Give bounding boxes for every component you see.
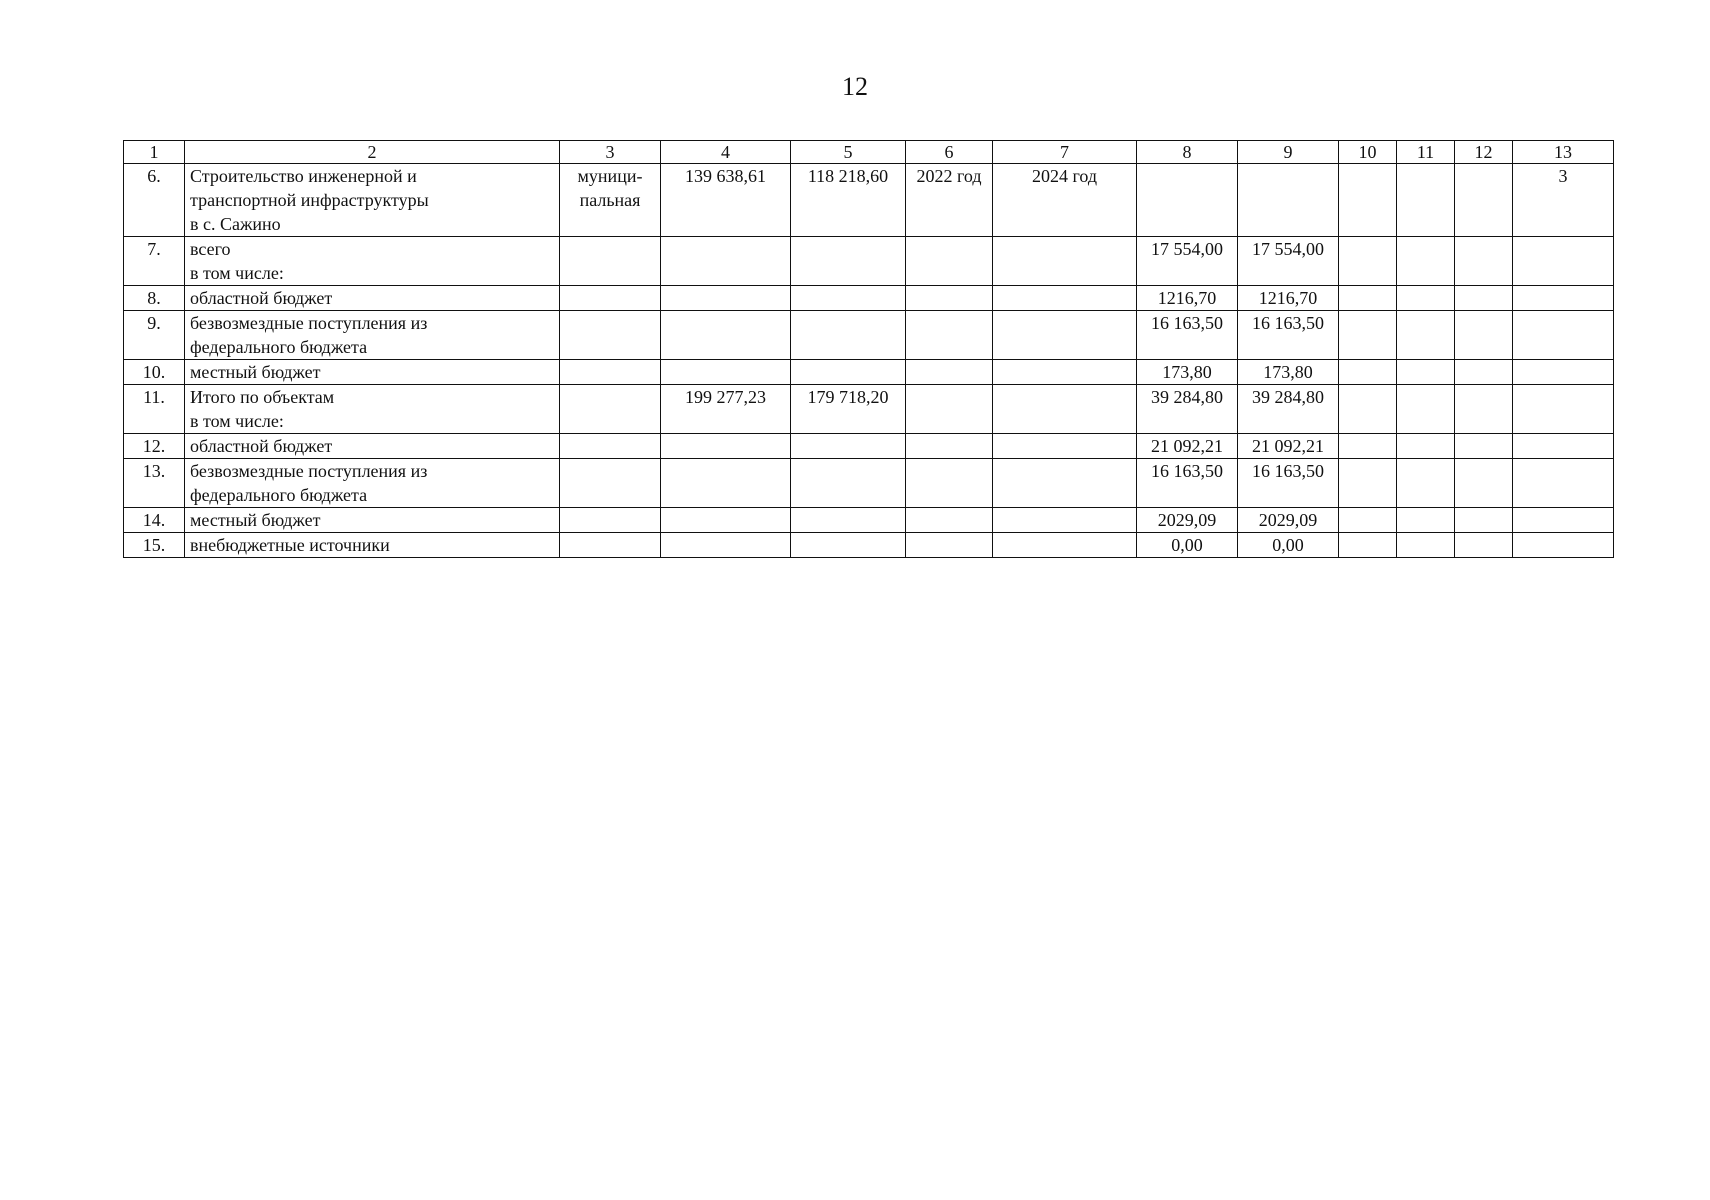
table-row	[124, 164, 1614, 237]
table-cell	[661, 286, 791, 311]
table-cell	[1513, 533, 1614, 558]
table-cell: 3	[1513, 164, 1614, 237]
table-cell	[560, 385, 661, 434]
table-cell	[661, 459, 791, 508]
table-cell: 16 163,50	[1238, 459, 1339, 508]
table-cell	[1455, 508, 1513, 533]
column-header-11: 11	[1397, 141, 1455, 164]
table-cell	[1339, 434, 1397, 459]
row-number-cell: 12.	[124, 434, 185, 459]
table-row	[124, 360, 1614, 385]
table-cell	[906, 237, 993, 286]
table-cell	[1339, 311, 1397, 360]
table-row	[124, 385, 1614, 434]
table-cell: 0,00	[1238, 533, 1339, 558]
row-number-cell: 7.	[124, 237, 185, 286]
table-row	[124, 311, 1614, 360]
row-number-cell: 11.	[124, 385, 185, 434]
table-cell	[560, 360, 661, 385]
column-header-7: 7	[993, 141, 1137, 164]
table-cell	[993, 508, 1137, 533]
column-header-8: 8	[1137, 141, 1238, 164]
row-label-cell: внебюджетные источники	[185, 533, 560, 558]
row-number-cell: 14.	[124, 508, 185, 533]
table-cell	[1397, 434, 1455, 459]
table-cell: 139 638,61	[661, 164, 791, 237]
table-cell	[1513, 237, 1614, 286]
table-cell	[1397, 237, 1455, 286]
table-cell	[993, 434, 1137, 459]
column-header-3: 3	[560, 141, 661, 164]
table-cell	[1513, 508, 1614, 533]
table-cell	[791, 237, 906, 286]
table-cell	[1339, 237, 1397, 286]
table-cell	[1513, 459, 1614, 508]
table-cell: 16 163,50	[1137, 311, 1238, 360]
table-cell: 2022 год	[906, 164, 993, 237]
table-cell: 199 277,23	[661, 385, 791, 434]
row-label-cell: безвозмездные поступления из федерального бюджета	[185, 459, 560, 508]
table-cell	[791, 360, 906, 385]
table-cell: 2029,09	[1137, 508, 1238, 533]
row-label-cell: местный бюджет	[185, 360, 560, 385]
column-header-6: 6	[906, 141, 993, 164]
row-number-cell: 6.	[124, 164, 185, 237]
row-label-cell: местный бюджет	[185, 508, 560, 533]
table-cell	[1455, 533, 1513, 558]
table-cell: 39 284,80	[1238, 385, 1339, 434]
table-cell	[1339, 459, 1397, 508]
table-cell: 118 218,60	[791, 164, 906, 237]
table-cell	[993, 385, 1137, 434]
table-row	[124, 459, 1614, 508]
table-cell	[1513, 360, 1614, 385]
table-cell	[993, 533, 1137, 558]
table-cell	[906, 459, 993, 508]
table-cell: 16 163,50	[1238, 311, 1339, 360]
table-cell	[560, 434, 661, 459]
column-header-1: 1	[124, 141, 185, 164]
table-cell	[661, 508, 791, 533]
table-cell	[1339, 508, 1397, 533]
table-cell	[560, 311, 661, 360]
table-cell: 21 092,21	[1238, 434, 1339, 459]
table-row	[124, 286, 1614, 311]
table-cell	[993, 459, 1137, 508]
table-cell	[1513, 286, 1614, 311]
table-row	[124, 434, 1614, 459]
page-number: 12	[842, 72, 868, 101]
table-cell	[1397, 164, 1455, 237]
table-cell: 17 554,00	[1238, 237, 1339, 286]
table-row	[124, 237, 1614, 286]
table-cell	[906, 360, 993, 385]
table-cell	[560, 286, 661, 311]
table-cell	[791, 508, 906, 533]
table-cell	[560, 533, 661, 558]
table-cell	[1397, 533, 1455, 558]
table-cell: 173,80	[1238, 360, 1339, 385]
table-cell	[661, 434, 791, 459]
row-number-cell: 13.	[124, 459, 185, 508]
row-label-cell: Строительство инженерной и транспортной инфраструктуры в с. Сажино	[185, 164, 560, 237]
table-cell	[1455, 237, 1513, 286]
table-cell: 179 718,20	[791, 385, 906, 434]
row-number-cell: 15.	[124, 533, 185, 558]
table-cell: 0,00	[1137, 533, 1238, 558]
table-cell	[1339, 533, 1397, 558]
table-cell: 1216,70	[1137, 286, 1238, 311]
table-cell	[1513, 311, 1614, 360]
table-cell	[906, 385, 993, 434]
table-cell	[1397, 360, 1455, 385]
column-header-13: 13	[1513, 141, 1614, 164]
table-cell: 1216,70	[1238, 286, 1339, 311]
table-cell	[993, 360, 1137, 385]
table-cell	[1339, 385, 1397, 434]
table-cell	[661, 360, 791, 385]
column-header-4: 4	[661, 141, 791, 164]
table-cell: муници- пальная	[560, 164, 661, 237]
row-label-cell: областной бюджет	[185, 434, 560, 459]
table-cell	[993, 286, 1137, 311]
table-cell	[1397, 508, 1455, 533]
column-header-10: 10	[1339, 141, 1397, 164]
row-number-cell: 10.	[124, 360, 185, 385]
table-cell	[1455, 286, 1513, 311]
table-cell	[993, 237, 1137, 286]
table-cell	[560, 237, 661, 286]
table-row	[124, 508, 1614, 533]
row-number-cell: 9.	[124, 311, 185, 360]
table-row	[124, 533, 1614, 558]
table-cell	[1397, 311, 1455, 360]
table-cell	[661, 533, 791, 558]
table-cell	[1455, 385, 1513, 434]
table-cell	[791, 311, 906, 360]
table-cell	[906, 311, 993, 360]
row-label-cell: областной бюджет	[185, 286, 560, 311]
table-cell	[791, 533, 906, 558]
table-cell	[661, 237, 791, 286]
table-cell	[1513, 434, 1614, 459]
table-cell	[1137, 164, 1238, 237]
table-cell	[1455, 311, 1513, 360]
table-cell	[791, 434, 906, 459]
table-cell	[906, 533, 993, 558]
table-cell	[1339, 360, 1397, 385]
table-cell	[791, 286, 906, 311]
row-number-cell: 8.	[124, 286, 185, 311]
table-cell	[1339, 286, 1397, 311]
table-cell	[906, 286, 993, 311]
table-cell	[906, 508, 993, 533]
column-header-12: 12	[1455, 141, 1513, 164]
table-cell: 17 554,00	[1137, 237, 1238, 286]
row-label-cell: безвозмездные поступления из федерального бюджета	[185, 311, 560, 360]
table-cell	[1397, 385, 1455, 434]
table-body	[124, 141, 1614, 558]
table-cell	[1455, 434, 1513, 459]
table-cell: 2024 год	[993, 164, 1137, 237]
table-cell: 173,80	[1137, 360, 1238, 385]
table-cell	[1455, 360, 1513, 385]
table-cell: 21 092,21	[1137, 434, 1238, 459]
table-cell	[560, 459, 661, 508]
table-cell: 16 163,50	[1137, 459, 1238, 508]
column-header-2: 2	[185, 141, 560, 164]
budget-table	[123, 140, 1614, 558]
table-cell: 39 284,80	[1137, 385, 1238, 434]
table-cell	[791, 459, 906, 508]
table-cell	[1455, 459, 1513, 508]
table-cell	[560, 508, 661, 533]
table-cell	[993, 311, 1137, 360]
row-label-cell: всего в том числе:	[185, 237, 560, 286]
column-header-9: 9	[1238, 141, 1339, 164]
table-cell	[1513, 385, 1614, 434]
table-cell	[1339, 164, 1397, 237]
table-cell	[906, 434, 993, 459]
table-header-row	[124, 141, 1614, 164]
table-cell	[1455, 164, 1513, 237]
column-header-5: 5	[791, 141, 906, 164]
table-cell	[1397, 459, 1455, 508]
row-label-cell: Итого по объектам в том числе:	[185, 385, 560, 434]
table-cell	[1238, 164, 1339, 237]
table-cell: 2029,09	[1238, 508, 1339, 533]
table-cell	[1397, 286, 1455, 311]
table-cell	[661, 311, 791, 360]
